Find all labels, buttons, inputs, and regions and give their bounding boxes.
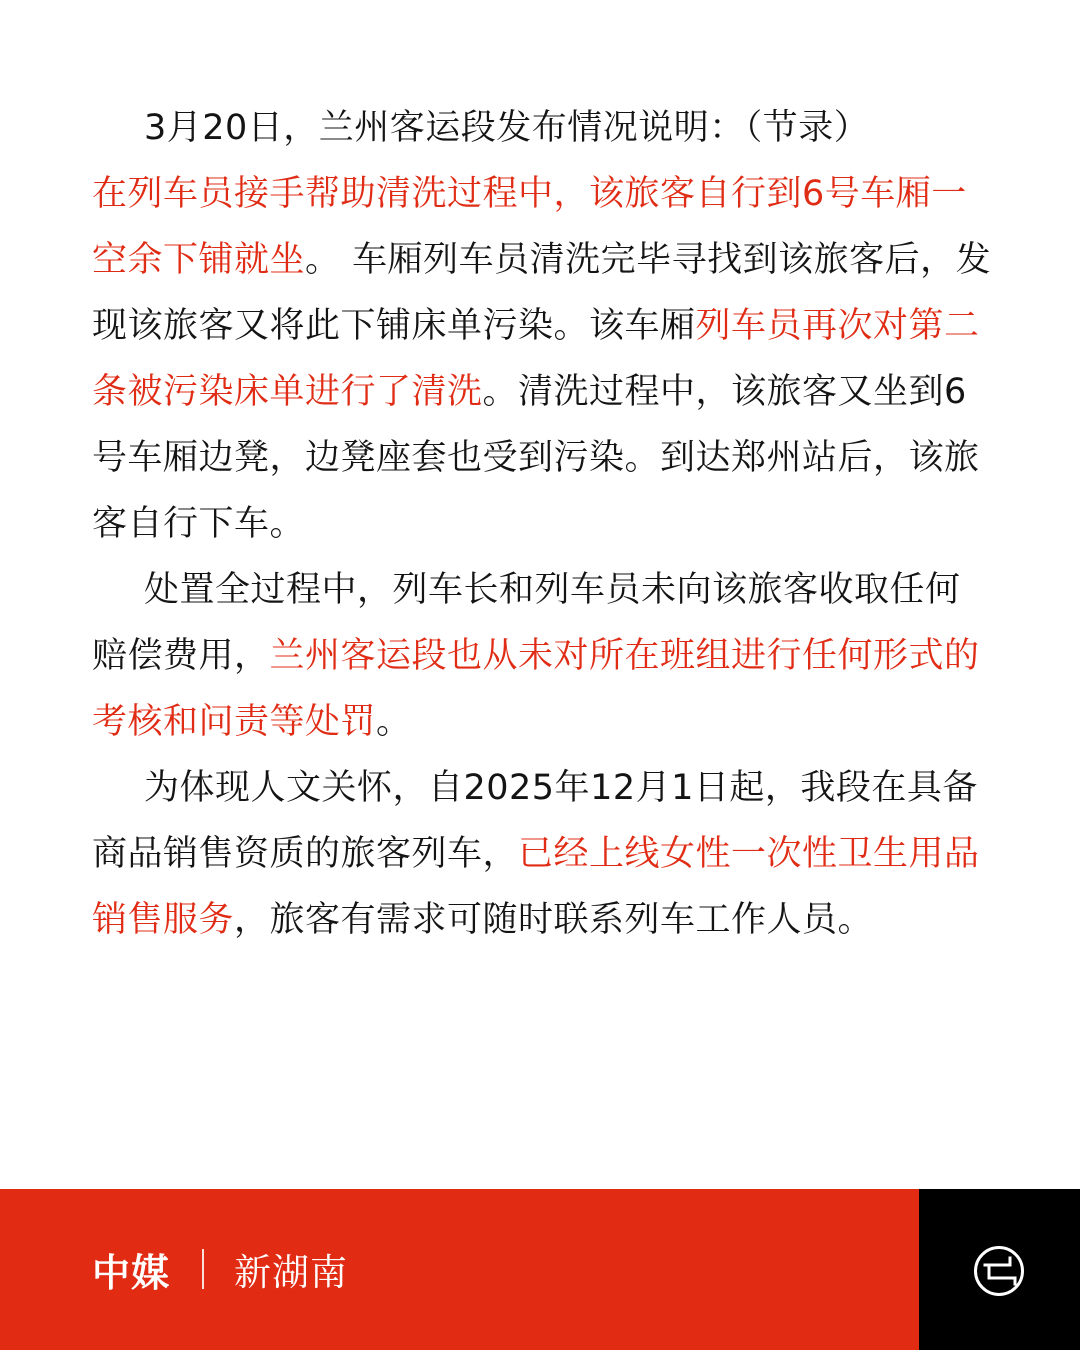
body-text: 。 xyxy=(376,702,412,742)
highlighted-text: 列车员再次对第二条被污染床单进行了清洗 xyxy=(92,306,980,412)
footer-brand-panel xyxy=(0,1189,919,1350)
highlighted-text: 已经上线女性一次性卫生用品销售服务 xyxy=(92,834,980,940)
article-paragraph xyxy=(92,755,992,953)
body-text: ，旅客有需求可随时联系列车工作人员。 xyxy=(234,900,874,940)
body-text: 。清洗过程中，该旅客又坐到6号车厢边凳，边凳座套也受到污染。到达郑州站后，该旅客自行下车。 xyxy=(92,372,980,544)
highlighted-text: 在列车员接手帮助清洗过程中，该旅客自行到6号车厢一空余下铺就坐 xyxy=(92,174,967,280)
xinhunan-logo-icon xyxy=(973,1245,1025,1297)
article-paragraph xyxy=(92,557,992,755)
brand-divider xyxy=(202,1249,204,1289)
footer-bar xyxy=(0,1189,1080,1350)
brand-main-label: 中媒 xyxy=(92,1250,171,1295)
body-text: 处置全过程中，列车长和列车员未向该旅客收取任何赔偿费用， xyxy=(92,570,961,676)
brand-sub-label: 新湖南 xyxy=(234,1251,349,1294)
brand xyxy=(92,1245,348,1293)
footer-logo-panel xyxy=(919,1189,1080,1350)
body-text: 3月20日，兰州客运段发布情况说明：（节录） xyxy=(144,108,870,148)
article-paragraph xyxy=(92,95,992,557)
article-body xyxy=(92,95,992,953)
highlighted-text: 兰州客运段也从未对所在班组进行任何形式的考核和问责等处罚 xyxy=(92,636,980,742)
body-text: 为体现人文关怀，自2025年12月1日起，我段在具备商品销售资质的旅客列车， xyxy=(92,768,978,874)
body-text: 。 车厢列车员清洗完毕寻找到该旅客后，发现该旅客又将此下铺床单污染。该车厢 xyxy=(92,240,992,346)
